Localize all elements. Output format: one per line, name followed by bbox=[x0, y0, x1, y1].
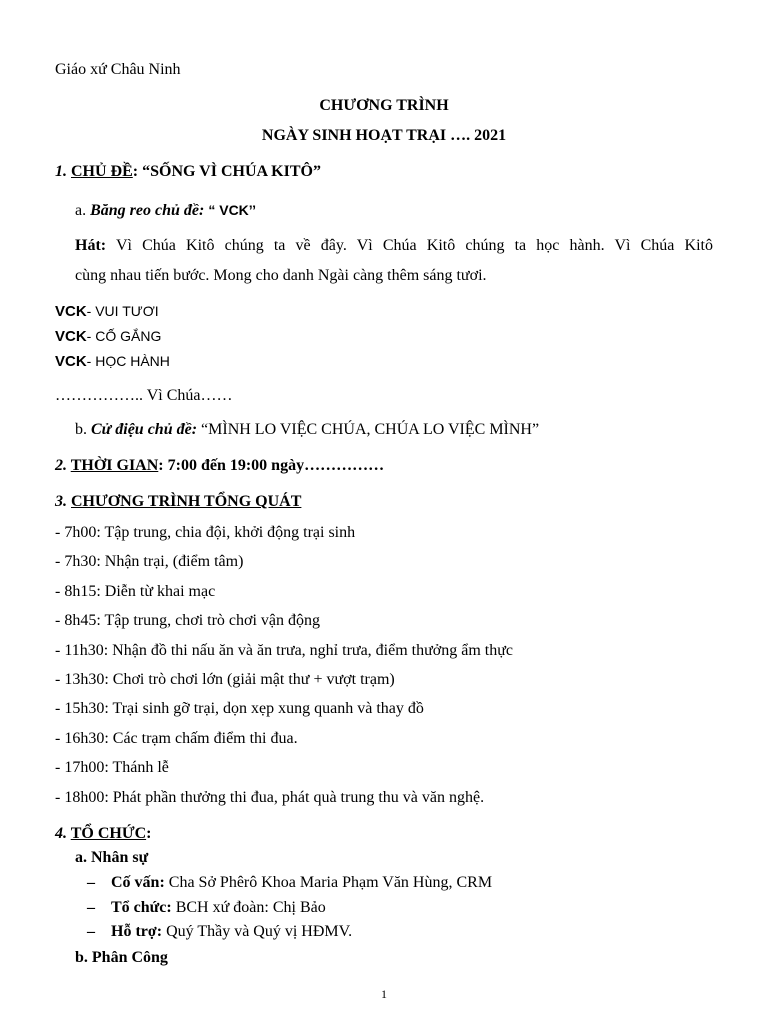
theme-gesture-label: Cử điệu chủ đề: bbox=[91, 421, 198, 438]
section-1-label: CHỦ ĐỀ bbox=[71, 163, 133, 180]
schedule-item: - 7h00: Tập trung, chia đội, khởi động trại sinh bbox=[55, 524, 356, 541]
parish-name: Giáo xứ Châu Ninh bbox=[55, 61, 181, 78]
theme-chant bbox=[75, 200, 256, 221]
staff-person: BCH xứ đoàn: Chị Bảo bbox=[171, 899, 326, 916]
schedule-item: - 17h00: Thánh lễ bbox=[55, 759, 169, 776]
schedule-item: - 15h30: Trại sinh gỡ trại, dọn xẹp xung quanh và thay đồ bbox=[55, 700, 424, 717]
schedule-item: - 7h30: Nhận trại, (điểm tâm) bbox=[55, 553, 244, 570]
theme-chant-value: “ VCK’’ bbox=[208, 202, 257, 218]
section-4-colon: : bbox=[146, 825, 152, 842]
section-4-number: 4. bbox=[55, 825, 67, 842]
vck-line-2 bbox=[55, 326, 161, 347]
staff-person: Quý Thầy và Quý vị HĐMV. bbox=[162, 923, 353, 940]
theme-chant-prefix: a. bbox=[75, 202, 87, 219]
staff-dash: – bbox=[87, 899, 95, 916]
staff-item bbox=[87, 898, 326, 918]
section-3-heading bbox=[55, 492, 301, 512]
vck-key: VCK bbox=[55, 328, 87, 345]
section-1-number: 1. bbox=[55, 163, 67, 180]
vck-key: VCK bbox=[55, 303, 87, 320]
staff-person: Cha Sở Phêrô Khoa Maria Phạm Văn Hùng, CRM bbox=[164, 874, 493, 891]
staff-dash: – bbox=[87, 923, 95, 940]
page-number: 1 bbox=[381, 987, 387, 1001]
personnel-heading: a. Nhân sự bbox=[75, 849, 149, 866]
schedule-item: - 8h15: Diễn từ khai mạc bbox=[55, 583, 216, 600]
section-2-heading bbox=[55, 456, 384, 476]
doc-subtitle: NGÀY SINH HOẠT TRẠI …. 2021 bbox=[261, 127, 507, 144]
staff-role: Hỗ trợ: bbox=[111, 923, 163, 940]
schedule-item: - 11h30: Nhận đồ thi nấu ăn và ăn trưa, nghỉ trưa, điểm thưởng ẩm thực bbox=[55, 642, 514, 659]
schedule-item: - 18h00: Phát phần thưởng thi đua, phát quà trung thu và văn nghệ. bbox=[55, 789, 485, 806]
vck-value: - VUI TƯƠI bbox=[86, 303, 159, 319]
theme-gesture bbox=[75, 420, 539, 440]
section-3-label: CHƯƠNG TRÌNH TỔNG QUÁT bbox=[71, 493, 302, 510]
song-text-1: Vì Chúa Kitô chúng ta về đây. Vì Chúa Kitô chúng ta học hành. Vì Chúa Kitô bbox=[115, 237, 713, 254]
section-4-label: TỔ CHỨC bbox=[70, 825, 147, 842]
chant-response: …………….. Vì Chúa…… bbox=[55, 387, 233, 404]
staff-item bbox=[87, 922, 352, 942]
vck-line-1 bbox=[55, 301, 159, 322]
staff-role: Tổ chức: bbox=[111, 899, 172, 916]
theme-gesture-prefix: b. bbox=[75, 421, 87, 438]
schedule-item: - 13h30: Chơi trò chơi lớn (giải mật thư + vượt trạm) bbox=[55, 671, 395, 688]
schedule-item: - 8h45: Tập trung, chơi trò chơi vận động bbox=[55, 612, 321, 629]
staff-role: Cố vấn: bbox=[111, 874, 165, 891]
section-1-colon: : bbox=[132, 163, 139, 180]
section-2-number: 2. bbox=[55, 457, 67, 474]
section-1-theme: “SỐNG VÌ CHÚA KITÔ” bbox=[142, 163, 321, 180]
doc-title: CHƯƠNG TRÌNH bbox=[319, 97, 449, 114]
theme-gesture-value: “MÌNH LO VIỆC CHÚA, CHÚA LO VIỆC MÌNH” bbox=[201, 421, 540, 438]
assignment-heading: b. Phân Công bbox=[75, 949, 168, 966]
section-3-number: 3. bbox=[55, 493, 67, 510]
schedule-item: - 16h30: Các trạm chấm điểm thi đua. bbox=[55, 730, 298, 747]
theme-chant-label: Băng reo chủ đề: bbox=[90, 202, 205, 219]
song-label: Hát: bbox=[75, 237, 107, 254]
section-2-value: : 7:00 đến 19:00 ngày…………… bbox=[158, 457, 385, 474]
section-2-label: THỜI GIAN bbox=[70, 457, 159, 474]
song-line-1 bbox=[75, 236, 713, 256]
section-4-heading bbox=[55, 824, 151, 844]
vck-value: - CỐ GẮNG bbox=[86, 328, 162, 344]
vck-line-3 bbox=[55, 351, 170, 372]
vck-value: - HỌC HÀNH bbox=[86, 353, 170, 369]
vck-key: VCK bbox=[55, 353, 87, 370]
staff-dash: – bbox=[87, 874, 95, 891]
staff-item bbox=[87, 873, 492, 893]
song-line-2: cùng nhau tiến bước. Mong cho danh Ngài càng thêm sáng tươi. bbox=[75, 267, 487, 284]
section-1-heading bbox=[55, 162, 321, 182]
